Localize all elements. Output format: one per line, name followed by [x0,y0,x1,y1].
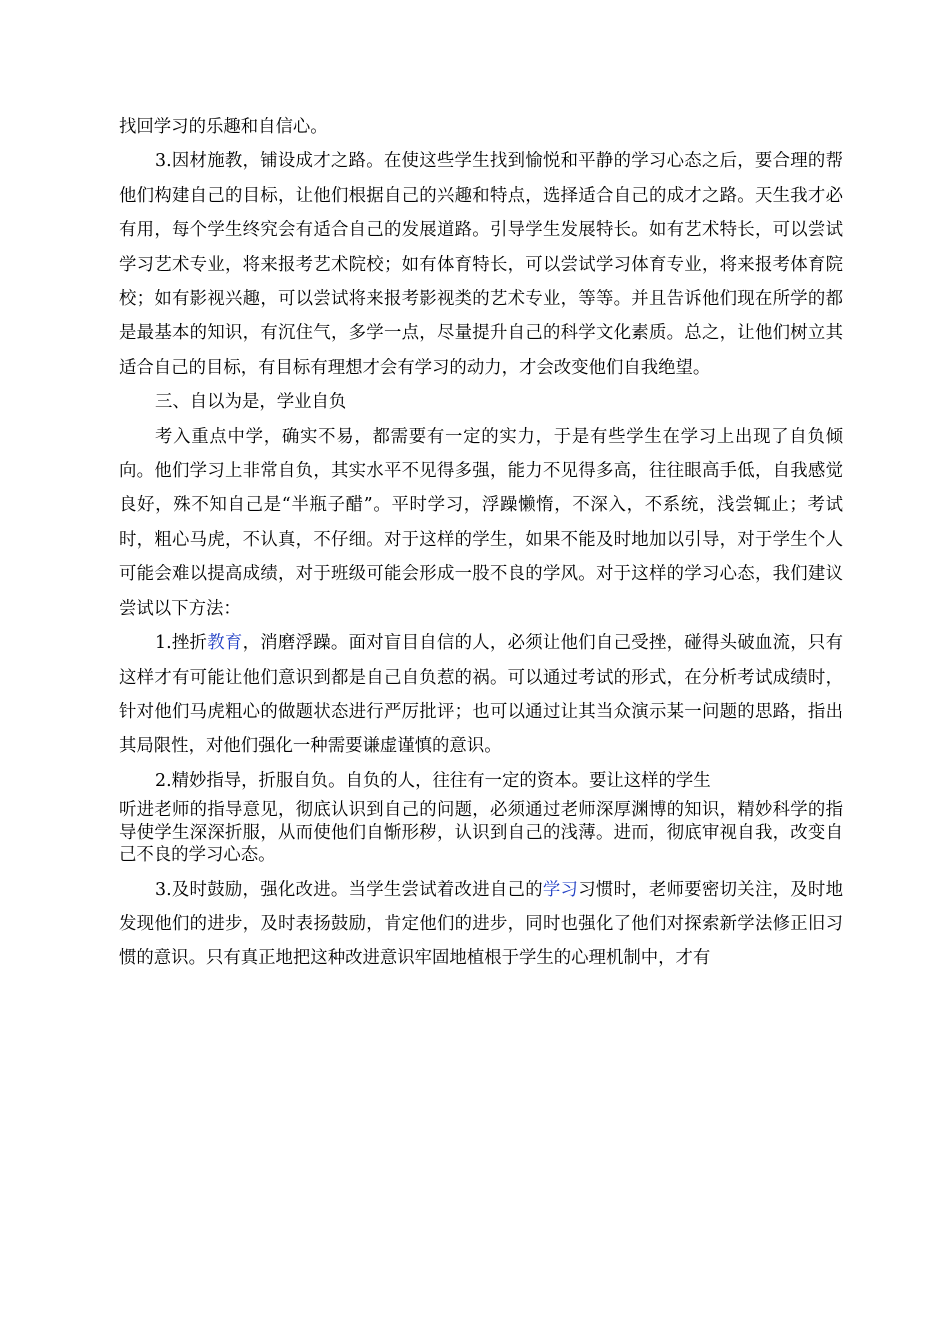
paragraph-item-3b [119,873,843,976]
document-page [119,110,843,976]
paragraph-text: ，消磨浮躁。面对盲目自信的人，必须让他们自己受挫，碰得头破血流，只有这样才有可能让他们意识到都是自己自负惹的祸。可以通过考试的形式，在分析考试成绩时，针对他们马虎粗心的做题状态进行严厉批评；也可以通过让其当众演示某一问题的思路，指出其局限性，对他们强化一种需要谦虚谨慎的意识。 [119,633,843,757]
paragraph-text: 习惯时，老师要密切关注，及时地发现他们的进步，及时表扬鼓励，肯定他们的进步，同时也强化了他们对探索新学法修正旧习惯的意识。只有真正地把这种改进意识牢固地植根于学生的心理机制中，才有 [119,879,843,969]
paragraph-text: 1.挫折 [155,633,208,654]
paragraph-intro: 考入重点中学，确实不易，都需要有一定的实力，于是有些学生在学习上出现了自负倾向。他们学习上非常自负，其实水平不见得多强，能力不见得多高，往往眼高手低，自我感觉良好，殊不知自己是“半瓶子醋”。平时学习，浮躁懒惰，不深入，不系统，浅尝辄止；考试时，粗心马虎，不认真，不仔细。对于这样的学生，如果不能及时地加以引导，对于学生个人可能会难以提高成绩，对于班级可能会形成一股不良的学风。对于这样的学习心态，我们建议尝试以下方法： [119,426,843,619]
paragraph-continuation: 找回学习的乐趣和自信心。 [119,117,328,137]
paragraph-item-2-continued: 听进老师的指导意见，彻底认识到自己的问题，必须通过老师深厚渊博的知识，精妙科学的指导使学生深深折服，从而使他们自惭形秽，认识到自己的浅薄。进而，彻底审视自我，改变自己不良的学习心态。 [119,800,843,866]
paragraph-text: 3.及时鼓励，强化改进。当学生尝试着改进自己的 [155,879,543,900]
paragraph-item-3: 3.因材施教，铺设成才之路。在使这些学生找到愉悦和平静的学习心态之后，要合理的帮他们构建自己的目标，让他们根据自己的兴趣和特点，选择适合自己的成才之路。天生我才必有用，每个学生终究会有适合自己的发展道路。引导学生发展特长。如有艺术特长，可以尝试学习艺术专业，将来报考艺术院校；如有体育特长，可以尝试学习体育专业，将来报考体育院校；如有影视兴趣，可以尝试将来报考影视类的艺术专业，等等。并且告诉他们现在所学的都是最基本的知识，有沉住气，多学一点，尽量提升自己的科学文化素质。总之，让他们树立其适合自己的目标，有目标有理想才会有学习的动力，才会改变他们自我绝望。 [119,151,843,378]
study-link[interactable]: 学习 [542,879,579,900]
section-heading: 三、自以为是，学业自负 [155,392,347,413]
paragraph-item-2: 2.精妙指导，折服自负。自负的人，往往有一定的资本。要让这样的学生 [155,770,711,791]
paragraph-item-1 [119,626,843,764]
education-link[interactable]: 教育 [207,633,243,654]
